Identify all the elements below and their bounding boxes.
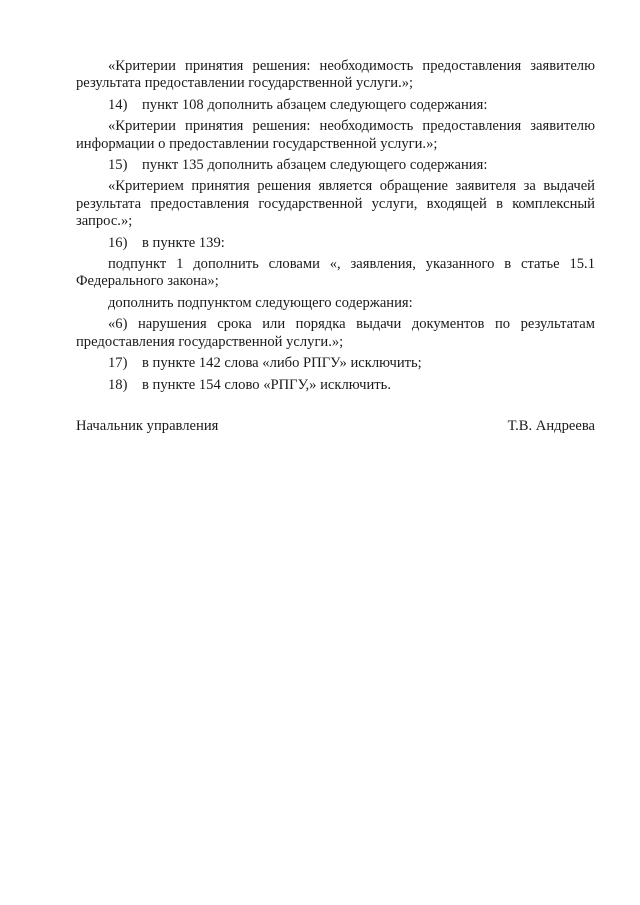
item-text: пункт 135 дополнить абзацем следующего содержания: — [142, 157, 488, 174]
item-16 — [76, 235, 595, 252]
paragraph-text: «Критерием принятия решения является обращение заявителя за выдачей результата предоставления государственной услуги, входящей в комплексный запрос.»; — [76, 178, 595, 230]
signature-position: Начальник управления — [76, 418, 219, 434]
item-number: 16) — [108, 234, 128, 251]
item-number: 18) — [108, 376, 128, 393]
item-text: в пункте 142 слова «либо РПГУ» исключить; — [142, 355, 422, 372]
item-17 — [76, 355, 595, 372]
document-body — [76, 58, 595, 398]
item-number: 14) — [108, 96, 128, 113]
item-number: 15) — [108, 157, 128, 174]
paragraph-add-subitem — [76, 295, 595, 312]
item-text: в пункте 139: — [142, 234, 225, 251]
paragraph-text: «6) нарушения срока или порядка выдачи документов по результатам предоставления государственной услуги.»; — [76, 316, 595, 350]
item-15 — [76, 157, 595, 174]
item-text: пункт 108 дополнить абзацем следующего содержания: — [142, 96, 488, 113]
paragraph-text: дополнить подпунктом следующего содержания: — [108, 294, 413, 311]
paragraph-criterion-request — [76, 178, 595, 230]
paragraph-text: «Критерии принятия решения: необходимость предоставления заявителю информации о предоставлении государственной услуги.»; — [76, 118, 595, 152]
item-18 — [76, 377, 595, 394]
paragraph-criteria-result — [76, 58, 595, 93]
paragraph-subitem-1 — [76, 256, 595, 291]
item-text: в пункте 154 слово «РПГУ,» исключить. — [142, 376, 391, 393]
signature-block — [76, 418, 595, 435]
paragraph-criteria-info — [76, 118, 595, 153]
paragraph-text: подпункт 1 дополнить словами «, заявления, указанного в статье 15.1 Федерального закона»; — [76, 256, 595, 290]
paragraph-subitem-6 — [76, 316, 595, 351]
signature-name: Т.В. Андреева — [507, 418, 595, 434]
item-number: 17) — [108, 355, 128, 372]
paragraph-text: «Критерии принятия решения: необходимость предоставления заявителю результата предоставлении государственной услуги.»; — [76, 58, 595, 92]
item-14 — [76, 97, 595, 114]
